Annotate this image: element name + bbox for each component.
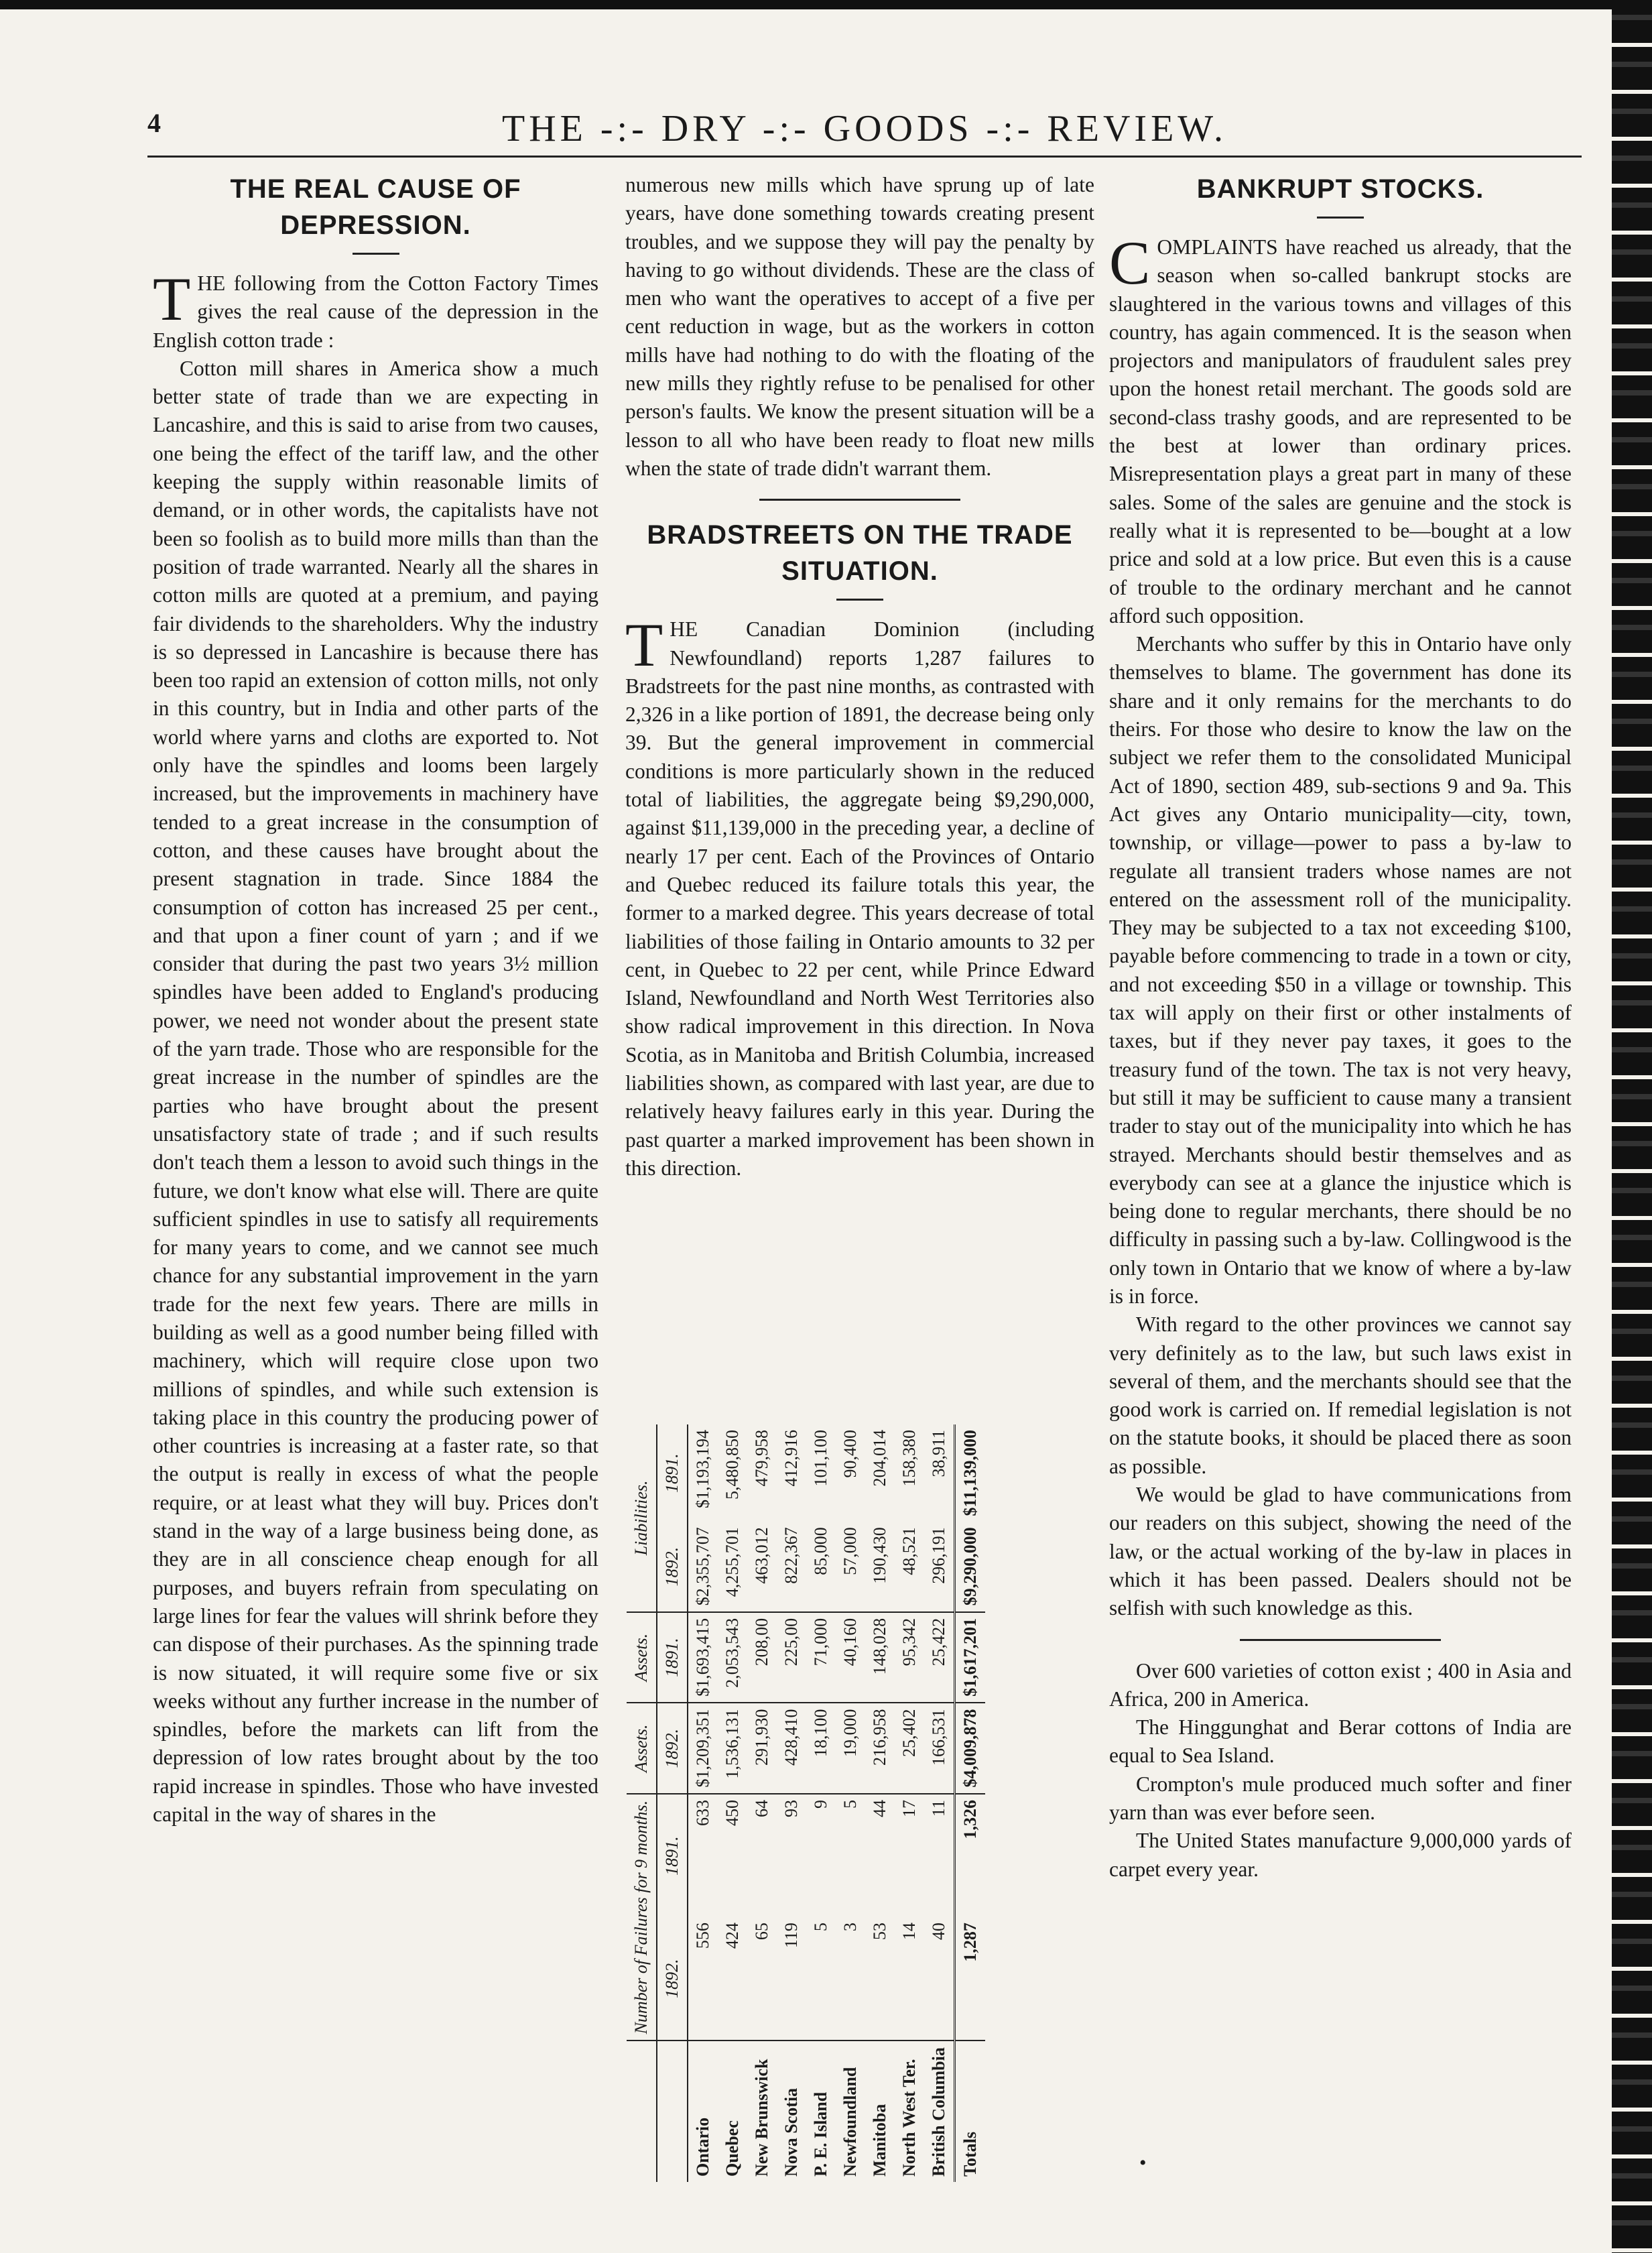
cell-failures-1891: 5: [840, 1800, 860, 1809]
table-row: [806, 1424, 836, 2182]
cell-assets-1891: 71,000: [806, 1612, 836, 1703]
masthead-title: THE -:- DRY -:- GOODS -:- REVIEW.: [502, 108, 1227, 149]
year-header: 1891.: [657, 1424, 688, 1522]
section-separator: [1240, 1639, 1441, 1641]
year-header: 1891.: [657, 1794, 688, 1917]
year-header: 1891.: [657, 1612, 688, 1703]
cell-assets-1891: 208,00: [747, 1612, 777, 1703]
cell-failures-1892: 119: [777, 1917, 806, 2041]
cell-assets-1891: 225,00: [777, 1612, 806, 1703]
page-header: [147, 107, 1582, 154]
cell-failures-1892: 556: [688, 1917, 718, 2041]
note-paragraph: The United States manufacture 9,000,000 yards of carpet every year.: [1109, 1829, 1572, 1881]
table-row: [836, 1424, 865, 2182]
failures-table-rotated: [627, 1424, 1089, 2182]
header-rule: [147, 156, 1582, 158]
heading-dash: [353, 253, 399, 255]
cell-failures-1891: 11: [929, 1800, 948, 1817]
cell-liabilities-1891: 5,480,850: [722, 1430, 742, 1500]
cell-failures-1892: 424: [718, 1917, 747, 2041]
table-header-failures: Number of Failures for 9 months.: [627, 1794, 657, 2041]
column-2: [625, 171, 1094, 1182]
cell-assets-1892: $1,209,351: [688, 1703, 718, 1794]
column-1: [153, 171, 598, 1829]
province-cell: Nova Scotia: [781, 2087, 801, 2177]
table-total-row: [955, 1424, 986, 2182]
article-paragraph: Merchants who suffer by this in Ontario have only themselves to blame. The government has done its share and it only remains for the merchants to do theirs. For those who desire to know the law on the subject we refer them to the consolidated Municipal Act of 1890, section 489, sub-sections 9 and 9a. This Act gives any Ontario municipality—city, town, township, or village—power to pass a by-law to regulate all transient traders whose names are not entered on the assessment roll of the municipality. They may be subjected to a tax not exceeding $100, payable before commencing to trade in a town or city, and not exceeding $50 in a village or township. This tax will apply on their first or other instalments of taxes, but if they never pay taxes, it goes to the treasury fund of the town. The tax is not very heavy, but still it may be sufficient to cause many a transient trader to stay out of the municipality into which he has strayed. Merchants should bestir themselves and as everybody can see at a glance the injustice which is being done to regular merchants, there should be no difficulty in passing such a by-law. Collingwood is the only town in Ontario that we know of where a by-law is in force.: [1109, 632, 1572, 1308]
cell-liabilities-1892: $2,355,707: [688, 1522, 718, 1612]
table-header-assets: Assets.: [627, 1703, 657, 1794]
cell-liabilities-1891: $11,139,000: [955, 1424, 986, 1522]
cell-liabilities-1891: 90,400: [840, 1430, 860, 1478]
province-cell: Manitoba: [870, 2104, 889, 2177]
cell-liabilities-1891: 479,958: [752, 1430, 771, 1487]
cell-failures-1892: 65: [747, 1917, 777, 2041]
cell-liabilities-1892: $9,290,000: [955, 1522, 986, 1612]
paragraph-text: HE Canadian Dominion (including Newfoundland) reports 1,287 failures to Bradstreets for the past nine months, as contrasted with 2,326 in a like portion of 1891, the decrease being only 39. But the general improvement in commercial conditions is more particularly shown in the reduced total of liabilities, the aggregate being $9,290,000, against $11,139,000 in the preceding year, a decline of nearly 17 per cent. Each of the Provinces of Ontario and Quebec reduced its failure totals this year, the former to a marked degree. This years decrease of total liabilities of those failing in Ontario amounts to 32 per cent, in Quebec to 22 per cent, while Prince Edward Island, Newfoundland and North West Territories also show radical improvement in this direction. In Nova Scotia, as in Manitoba and British Columbia, increased liabilities shown, as compared with last year, are due to relatively heavy failures early in this year. During the past quarter a marked improvement has been shown in this direction.: [625, 617, 1094, 1180]
cell-assets-1891: 40,160: [836, 1612, 865, 1703]
paragraph-text: OMPLAINTS have reached us already, that the season when so-called bankrupt stocks are slaughtered in the various towns and villages of this country, has again commenced. It is the season when projectors and manipulators of fraudulent sales prey upon the honest retail merchant. The goods sold are second-class trashy goods, and are represented to be the best at lower than ordinary prices. Misrepresentation plays a great part in many of these sales. Some of the sales are genuine and the stock is really what it is represented to be—bought at a low price and sold at a low price. But even this is a cause of trouble to the ordinary merchant and he cannot afford such opposition.: [1109, 235, 1572, 627]
cell-assets-1892: 1,536,131: [718, 1703, 747, 1794]
province-cell: Newfoundland: [840, 2067, 860, 2177]
table-header-assets: Assets.: [627, 1612, 657, 1703]
cell-failures-1891: 1,326: [955, 1794, 986, 1917]
year-header: 1892.: [657, 1522, 688, 1612]
cell-liabilities-1892: 296,191: [924, 1522, 955, 1612]
table-row: [777, 1424, 806, 2182]
end-bullet-mark: •: [1139, 2152, 1147, 2174]
column-3: [1109, 171, 1572, 1884]
heading-dash: [1317, 217, 1364, 219]
failures-table: [627, 1424, 985, 2182]
table-header-blank: [627, 2041, 657, 2182]
cell-failures-1892: 40: [924, 1917, 955, 2041]
article-paragraph: [1109, 229, 1572, 630]
article-heading-bankrupt: BANKRUPT STOCKS.: [1196, 174, 1484, 204]
cell-liabilities-1891: 101,100: [811, 1430, 830, 1487]
note-paragraph: The Hinggunghat and Berar cottons of India are equal to Sea Island.: [1109, 1715, 1572, 1768]
province-cell: North West Ter.: [899, 2059, 919, 2177]
cell-assets-1892: 216,958: [865, 1703, 895, 1794]
cell-failures-1891: 9: [811, 1800, 830, 1809]
cell-failures-1892: 3: [836, 1917, 865, 2041]
paragraph-text: HE following from the Cotton Factory Times gives the real cause of the depression in the English cotton trade :: [153, 271, 598, 352]
table-row: [718, 1424, 747, 2182]
table-row: [895, 1424, 924, 2182]
cell-liabilities-1892: 4,255,701: [718, 1522, 747, 1612]
province-cell: P. E. Island: [811, 2091, 830, 2177]
article-paragraph: [153, 265, 598, 355]
heading-dash: [836, 599, 883, 601]
note-paragraph: Over 600 varieties of cotton exist ; 400 in Asia and Africa, 200 in America.: [1109, 1658, 1572, 1711]
article-paragraph: With regard to the other provinces we cannot say very definitely as to the law, but such laws exist in several of them, and the merchants should see that the good work is carried on. If remedial legislation is not on the statute books, it should be placed there as soon as possible.: [1109, 1313, 1572, 1478]
cell-liabilities-1892: 190,430: [865, 1522, 895, 1612]
cell-assets-1892: 166,531: [924, 1703, 955, 1794]
cell-assets-1891: $1,617,201: [955, 1612, 986, 1703]
page-number: 4: [147, 108, 161, 138]
cell-liabilities-1892: 463,012: [747, 1522, 777, 1612]
cell-liabilities-1891: 412,916: [781, 1430, 801, 1487]
cell-assets-1891: 25,422: [924, 1612, 955, 1703]
cell-failures-1891: 633: [693, 1800, 712, 1827]
cell-failures-1892: 53: [865, 1917, 895, 2041]
article-heading-depression: THE REAL CAUSE OF DEPRESSION.: [230, 174, 521, 240]
cell-failures-1892: 14: [895, 1917, 924, 2041]
article-paragraph: Cotton mill shares in America show a much better state of trade than we are expecting in Lancashire, and this is said to arise from two causes, one being the effect of the tariff law, and the other keeping the supply within reasonable limits of demand, or in other words, the capitalists have not been so foolish as to build more mills than than the position of trade warranted. Nearly all the shares in cotton mills are quoted at a premium, and paying fair dividends to the shareholders. Why the industry is so depressed in Lancashire is because there has been too rapid an extension of cotton mills, not only in this country, but in India and other parts of the world where yarns and cloths are exported to. Not only have the spindles and looms been largely increased, but the improvements in machinery have tended to a great increase in the consumption of cotton, and these causes have brought about the present stagnation in trade. Since 1884 the consumption of cotton has increased 25 per cent., and that upon a finer count of yarn ; and if we consider that during the past two years 3½ million spindles have been added to England's producing power, we need not wonder about the present state of the yarn trade. Those who are responsible for the great increase in the number of spindles are the parties who have brought about the present unsatisfactory state of trade ; and if such results don't teach them a lesson to avoid such things in the future, we don't know what else will. There are quite sufficient spindles in use to satisfy all requirements for many years to come, and we cannot see much chance for any substantial improvement in the yarn trade for the next few years. There are mills in building as well as a good number being filled with machinery, which will require close upon two millions of spindles, and while such extension is taking place in this country the producing power of other countries is increasing at a faster rate, so that the output is really in excess of what the people require, or at least what they will buy. Prices don't stand in the way of a large business being done, as they are in all conscience cheap enough for all purposes, and buyers refrain from speculating on large lines for fear the values will shrink before they can dispose of their purchases. As the spinning trade is now situated, it will require some five or six weeks without any further increase in the number of spindles, before the markets can lift from the depression of low rates brought about by the too rapid increase in spindles. Those who have invested capital in the way of shares in the: [153, 356, 598, 1827]
drop-cap: C: [1109, 229, 1151, 297]
drop-cap: T: [153, 265, 191, 333]
province-cell: Totals: [955, 2041, 986, 2182]
province-cell: Ontario: [693, 2117, 712, 2177]
cell-liabilities-1892: 822,367: [777, 1522, 806, 1612]
province-cell: Quebec: [722, 2120, 742, 2177]
table-row: [865, 1424, 895, 2182]
cell-assets-1892: 428,410: [777, 1703, 806, 1794]
year-header: 1892.: [657, 1703, 688, 1794]
cell-failures-1891: 93: [781, 1800, 801, 1818]
cell-liabilities-1891: $1,193,194: [693, 1430, 712, 1508]
cell-assets-1892: 291,930: [747, 1703, 777, 1794]
cell-assets-1891: 2,053,543: [718, 1612, 747, 1703]
cell-liabilities-1892: 57,000: [836, 1522, 865, 1612]
cell-assets-1892: 25,402: [895, 1703, 924, 1794]
cell-assets-1891: 95,342: [895, 1612, 924, 1703]
cell-liabilities-1891: 204,014: [870, 1430, 889, 1487]
province-cell: New Brunswick: [752, 2059, 771, 2177]
cell-failures-1892: 5: [806, 1917, 836, 2041]
article-paragraph-continued: numerous new mills which have sprung up of late years, have done something towards creating present troubles, and we suppose they will pay the penalty by having to go without dividends. These are the class of men who want the operatives to accept of a five per cent reduction in wage, but as the workers in cotton mills have had nothing to do with the floating of the new mills they rightly refuse to be penalised for other person's faults. We know the present situation will be a lesson to all who have been ready to float new mills when the state of trade didn't warrant them.: [625, 173, 1094, 480]
cell-failures-1891: 450: [722, 1800, 742, 1827]
page-edge-shadow: [1612, 0, 1652, 2253]
article-paragraph: [625, 611, 1094, 1182]
article-heading-bradstreets: BRADSTREETS ON THE TRADE SITUATION.: [647, 520, 1073, 587]
cell-assets-1892: $4,009,878: [955, 1703, 986, 1794]
cell-failures-1891: 17: [899, 1800, 919, 1818]
failures-table-container: [627, 1424, 1089, 2182]
cell-liabilities-1891: 158,380: [899, 1430, 919, 1487]
note-paragraph: Crompton's mule produced much softer and finer yarn than was ever before seen.: [1109, 1772, 1572, 1825]
cell-liabilities-1892: 48,521: [895, 1522, 924, 1612]
table-header-blank: [657, 2041, 688, 2182]
cell-failures-1891: 64: [752, 1800, 771, 1818]
cell-liabilities-1891: 38,911: [929, 1430, 948, 1477]
drop-cap: T: [625, 611, 663, 680]
province-cell: British Columbia: [929, 2047, 948, 2177]
cell-assets-1891: 148,028: [865, 1612, 895, 1703]
cell-failures-1892: 1,287: [955, 1917, 986, 2041]
cell-failures-1891: 44: [870, 1800, 889, 1818]
cell-assets-1892: 18,100: [806, 1703, 836, 1794]
cell-assets-1892: 19,000: [836, 1703, 865, 1794]
top-border: [0, 0, 1652, 9]
cell-liabilities-1892: 85,000: [806, 1522, 836, 1612]
table-row: [924, 1424, 955, 2182]
article-paragraph: We would be glad to have communications from our readers on this subject, showing the need of the law, or the actual working of the by-law in places in which it has been passed. Dealers should not be selfish with such knowledge as this.: [1109, 1483, 1572, 1620]
section-separator: [759, 499, 960, 501]
table-header-liabilities: Liabilities.: [627, 1424, 657, 1612]
table-row: [747, 1424, 777, 2182]
cell-assets-1891: $1,693,415: [688, 1612, 718, 1703]
year-header: 1892.: [657, 1917, 688, 2041]
table-row: [688, 1424, 718, 2182]
